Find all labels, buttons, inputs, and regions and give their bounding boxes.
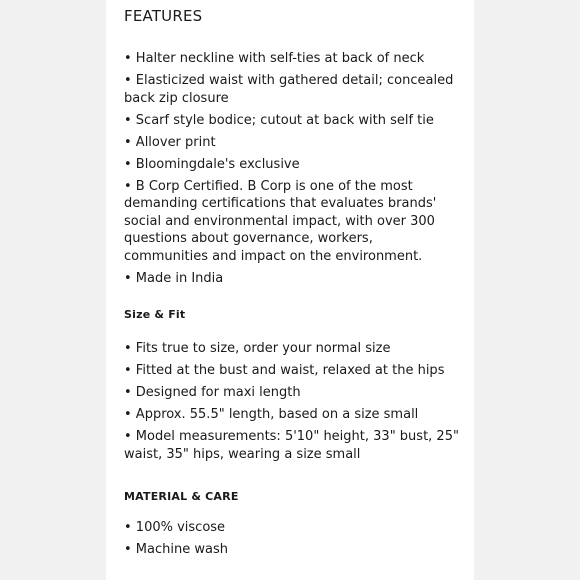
material-care-title: MATERIAL & CARE: [124, 490, 239, 503]
list-item: • Scarf style bodice; cutout at back with self tie: [124, 112, 434, 128]
size-fit-list: [124, 340, 459, 463]
product-details-panel: [106, 0, 474, 580]
features-list: [124, 50, 459, 287]
list-item: • 100% viscose: [124, 520, 226, 535]
features-title: FEATURES: [124, 7, 203, 25]
list-item: • Allover print: [124, 134, 216, 150]
list-item: • Made in India: [124, 270, 224, 286]
list-item: • Elasticized waist with gathered detail; concealed back zip closure: [124, 73, 454, 106]
list-item: • B Corp Certified. B Corp is one of the most demanding certifications that evaluates brands' social and environmental impact, with over 300 questions about governance, workers, communities and impact on the environment.: [124, 178, 437, 264]
list-item: • Halter neckline with self-ties at back of neck: [124, 51, 425, 66]
list-item: • Machine wash: [124, 542, 228, 557]
material-care-list: [124, 519, 459, 559]
list-item: • Approx. 55.5" length, based on a size small: [124, 407, 419, 422]
list-item: • Fits true to size, order your normal size: [124, 341, 391, 356]
size-fit-title: Size & Fit: [124, 308, 186, 321]
list-item: • Bloomingdale's exclusive: [124, 156, 300, 172]
list-item: • Designed for maxi length: [124, 385, 301, 400]
product-details-content: [124, 0, 459, 563]
list-item: • Model measurements: 5'10" height, 33" bust, 25" waist, 35" hips, wearing a size small: [124, 429, 459, 462]
list-item: • Fitted at the bust and waist, relaxed at the hips: [124, 363, 445, 378]
